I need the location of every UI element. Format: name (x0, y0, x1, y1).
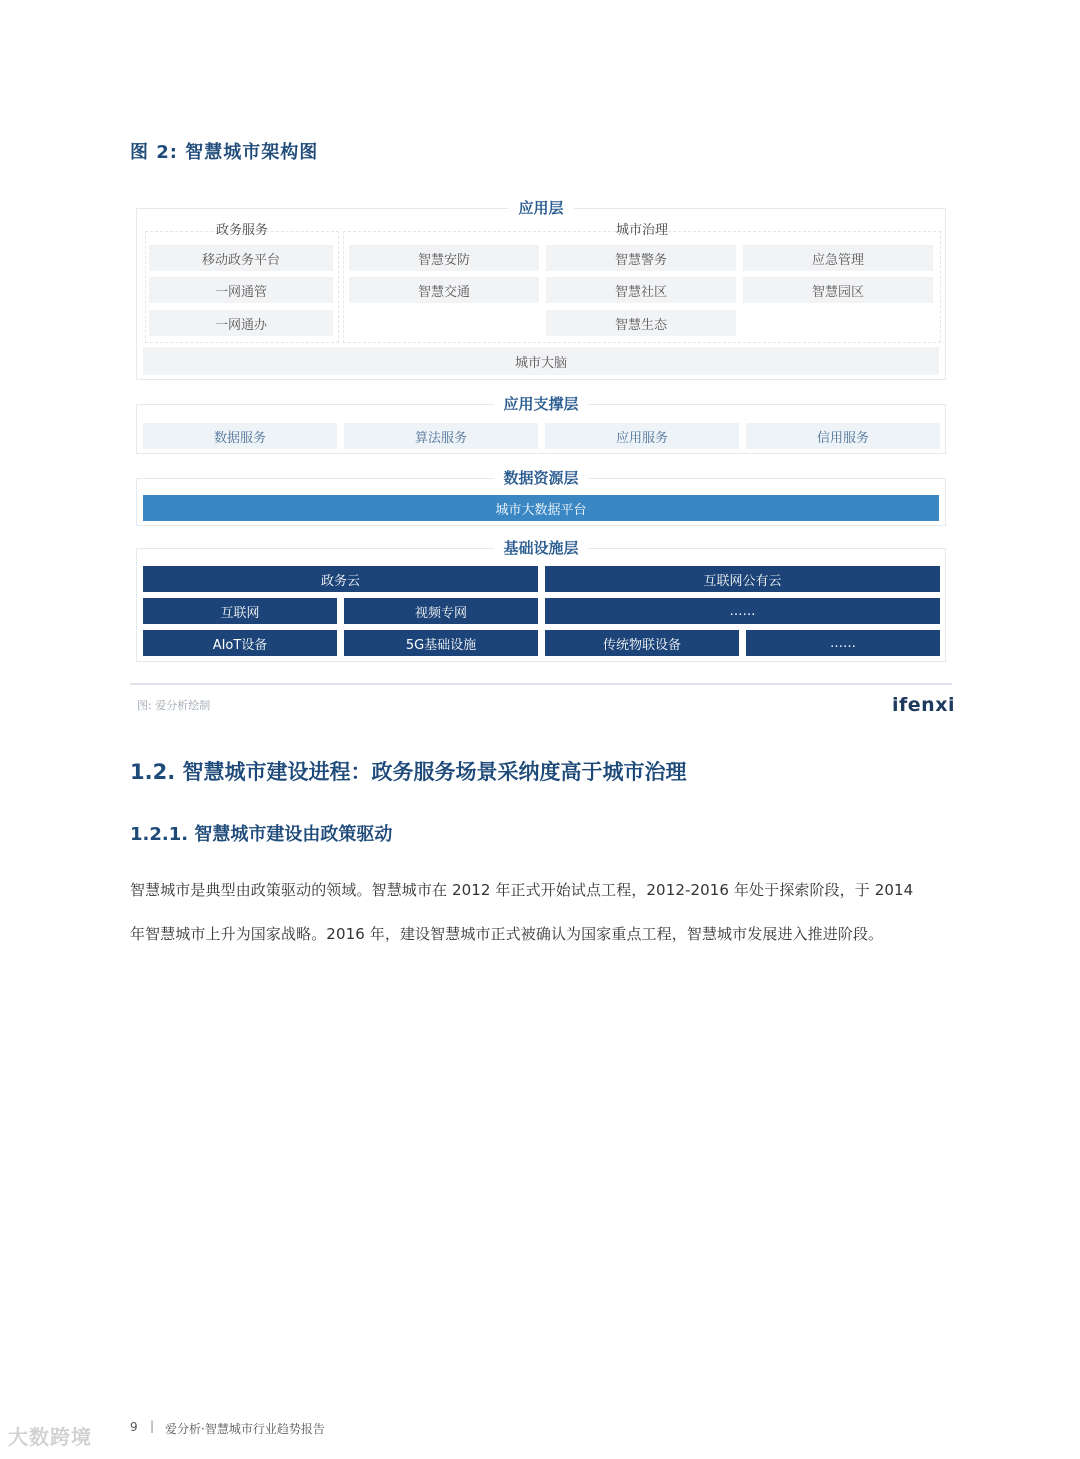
application-layer-label: 应用层 (508, 197, 573, 218)
city-item: 智慧社区 (546, 277, 736, 303)
infra-item: …… (746, 630, 940, 656)
infra-item: 互联网 (143, 598, 337, 624)
city-item: 智慧警务 (546, 245, 736, 271)
infra-item: 传统物联设备 (545, 630, 739, 656)
city-governance-title: 城市治理 (615, 223, 668, 238)
footer-report-title: 爱分析·智慧城市行业趋势报告 (165, 1422, 325, 1436)
support-item: 算法服务 (344, 423, 538, 449)
gov-service-title: 政务服务 (215, 223, 268, 238)
section-heading: 1.2. 智慧城市建设进程：政务服务场景采纳度高于城市治理 (130, 760, 687, 784)
infra-item: 视频专网 (344, 598, 538, 624)
data-layer (136, 469, 946, 526)
city-item: 智慧交通 (349, 277, 539, 303)
gov-item: 移动政务平台 (149, 245, 333, 271)
support-item: 数据服务 (143, 423, 337, 449)
gov-item: 一网通办 (149, 310, 333, 336)
figure-title: 图 2: 智慧城市架构图 (130, 142, 319, 163)
gov-item: 一网通管 (149, 277, 333, 303)
city-brain: 城市大脑 (143, 347, 939, 375)
infra-layer-label: 基础设施层 (493, 537, 588, 558)
ifenxi-logo: ifenxi (892, 694, 955, 716)
support-layer-label: 应用支撑层 (493, 393, 588, 414)
city-item: 智慧生态 (546, 310, 736, 336)
body-paragraph-line: 年智慧城市上升为国家战略。2016 年，建设智慧城市正式被确认为国家重点工程，智慧城市发展进入推进阶段。 (130, 925, 884, 943)
city-item: 智慧园区 (743, 277, 933, 303)
page-number: 9 (130, 1420, 138, 1434)
infra-item: AIoT设备 (143, 630, 337, 656)
city-item: 智慧安防 (349, 245, 539, 271)
infra-item: …… (545, 598, 940, 624)
infra-item: 5G基础设施 (344, 630, 538, 656)
subsection-heading: 1.2.1. 智慧城市建设由政策驱动 (130, 824, 393, 845)
body-paragraph-line: 智慧城市是典型由政策驱动的领域。智慧城市在 2012 年正式开始试点工程，2012-2016 年处于探索阶段，于 2014 (130, 881, 914, 899)
footer-separator: | (150, 1419, 155, 1433)
support-layer (136, 395, 946, 454)
figure-divider (130, 683, 952, 685)
application-layer (136, 199, 946, 380)
data-layer-label: 数据资源层 (493, 467, 588, 488)
support-item: 信用服务 (746, 423, 940, 449)
infra-layer (136, 539, 946, 662)
figure-source: 图: 爱分析绘制 (137, 699, 211, 712)
city-item: 应急管理 (743, 245, 933, 271)
watermark: 大数跨境 (8, 1425, 92, 1449)
support-item: 应用服务 (545, 423, 739, 449)
infra-item: 政务云 (143, 566, 538, 592)
big-data-platform: 城市大数据平台 (143, 495, 939, 521)
infra-item: 互联网公有云 (545, 566, 940, 592)
